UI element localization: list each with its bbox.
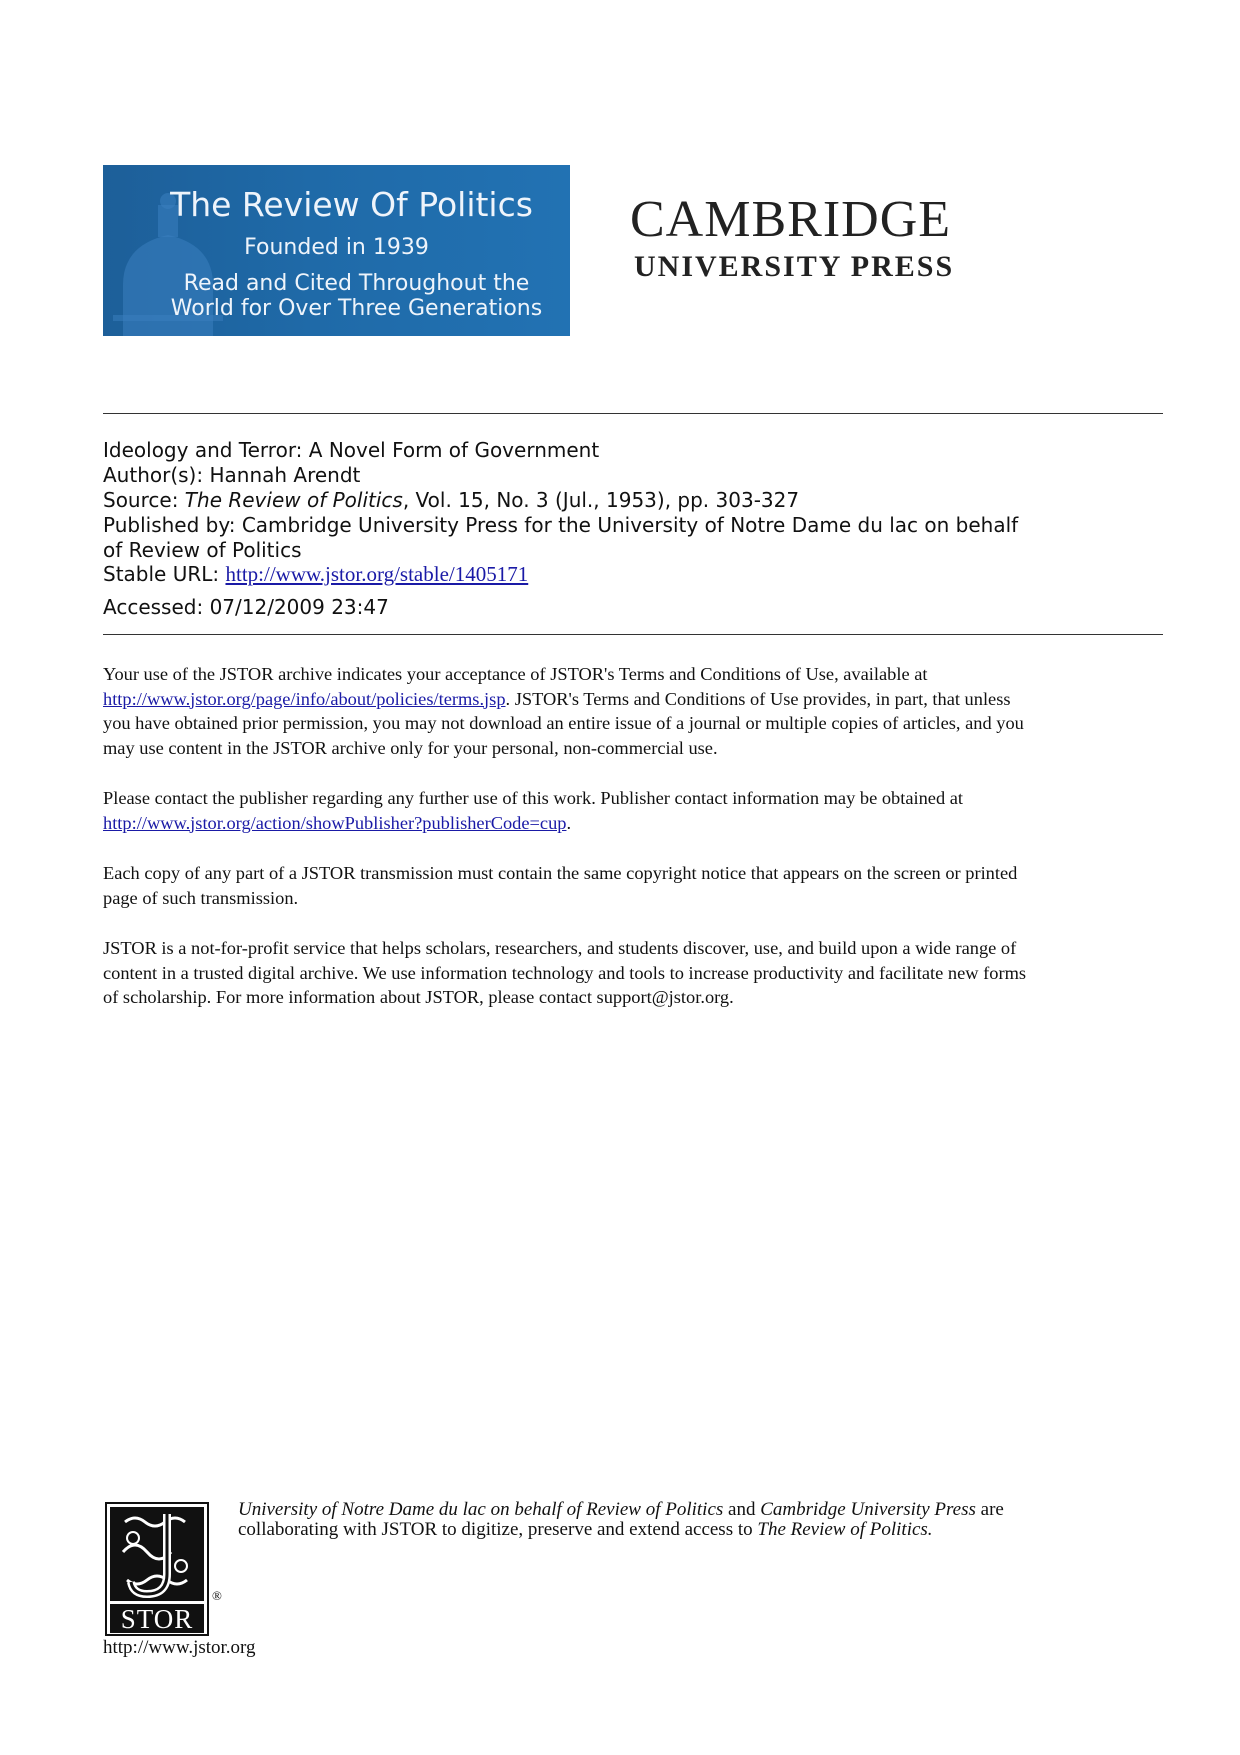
collaboration-text: collaborating with JSTOR to digitize, preserve and extend access to — [238, 1519, 758, 1540]
collaboration-are: are — [975, 1499, 1004, 1520]
collaboration-and: and — [723, 1499, 761, 1520]
banner-tagline-2: World for Over Three Generations — [170, 296, 543, 321]
accessed-label: Accessed: — [103, 595, 204, 619]
terms-p2-line2 — [103, 811, 1163, 836]
author-line — [103, 463, 1163, 488]
terms-p1-line3: you have obtained prior permission, you may not download an entire issue of a journal or multiple copies of articles, and you — [103, 713, 1024, 733]
banner-title: The Review Of Politics — [170, 185, 533, 224]
stable-url-line — [103, 562, 1163, 587]
terms-p1-line1: Your use of the JSTOR archive indicates your acceptance of JSTOR's Terms and Conditions of Use, available at — [103, 664, 928, 684]
stable-url-link[interactable]: http://www.jstor.org/stable/1405171 — [225, 562, 529, 586]
terms-paragraph-2 — [103, 786, 1163, 835]
registered-mark: ® — [212, 1588, 222, 1603]
source-journal: The Review of Politics — [184, 488, 403, 512]
collaboration-note — [238, 1500, 1138, 1540]
collaborator-2: Cambridge University Press — [760, 1499, 976, 1520]
cambridge-logo-line1: CAMBRIDGE — [630, 191, 952, 248]
jstor-url: http://www.jstor.org — [103, 1637, 256, 1658]
collaboration-line-1 — [238, 1500, 1138, 1520]
terms-paragraph-1 — [103, 662, 1163, 760]
author-name: Hannah Arendt — [209, 463, 361, 487]
terms-paragraph-3 — [103, 861, 1163, 910]
accessed-date: 07/12/2009 23:47 — [209, 595, 389, 619]
stable-url-label: Stable URL: — [103, 562, 220, 586]
terms-link[interactable]: http://www.jstor.org/page/info/about/policies/terms.jsp — [103, 688, 506, 709]
article-title: Ideology and Terror: A Novel Form of Government — [103, 438, 600, 462]
terms-p2-end: . — [566, 812, 572, 833]
jstor-logo-icon — [105, 1502, 209, 1636]
terms-paragraph-4 — [103, 936, 1163, 1010]
terms-p1-line2 — [103, 687, 1163, 712]
collaborator-1: University of Notre Dame du lac on behalf of Review of Politics — [238, 1499, 724, 1520]
terms-p4-line2: content in a trusted digital archive. We use information technology and tools to increase productivity and facilitate new forms — [103, 962, 1027, 983]
journal-name-italic: The Review of Politics. — [757, 1519, 933, 1540]
collaboration-line-2 — [238, 1520, 1138, 1540]
bottom-divider — [103, 634, 1163, 635]
terms-p3-line1: Each copy of any part of a JSTOR transmission must contain the same copyright notice that appears on the screen or printed — [103, 863, 1018, 883]
cambridge-logo — [630, 190, 1050, 290]
published-line-2: of Review of Politics — [103, 538, 302, 562]
published-line-1: Published by: Cambridge University Press for the University of Notre Dame du lac on behalf — [103, 513, 1019, 537]
jstor-logo-text: STOR — [120, 1604, 194, 1634]
cambridge-logo-line2: UNIVERSITY PRESS — [634, 250, 955, 283]
accessed-line — [103, 595, 1163, 620]
journal-banner — [103, 165, 570, 336]
terms-p4-line3: of scholarship. For more information about JSTOR, please contact support@jstor.org. — [103, 987, 734, 1007]
source-label: Source: — [103, 488, 179, 512]
top-divider — [103, 413, 1163, 414]
terms-p2-line1: Please contact the publisher regarding any further use of this work. Publisher contact information may be obtained at — [103, 788, 964, 808]
source-details: , Vol. 15, No. 3 (Jul., 1953), pp. 303-327 — [402, 488, 800, 512]
source-line — [103, 488, 1163, 513]
author-label: Author(s): — [103, 463, 204, 487]
terms-p3-line2: page of such transmission. — [103, 887, 299, 908]
banner-founded: Founded in 1939 — [244, 235, 429, 260]
terms-p4-line1: JSTOR is a not-for-profit service that helps scholars, researchers, and students discover, use, and build upon a wide range of — [103, 938, 1017, 958]
banner-tagline-1: Read and Cited Throughout the — [183, 271, 530, 296]
terms-p1-line4: may use content in the JSTOR archive only for your personal, non-commercial use. — [103, 737, 718, 758]
terms-p1-line2-text: . JSTOR's Terms and Conditions of Use provides, in part, that unless — [505, 688, 1011, 709]
publisher-contact-link[interactable]: http://www.jstor.org/action/showPublisher?publisherCode=cup — [103, 812, 567, 833]
